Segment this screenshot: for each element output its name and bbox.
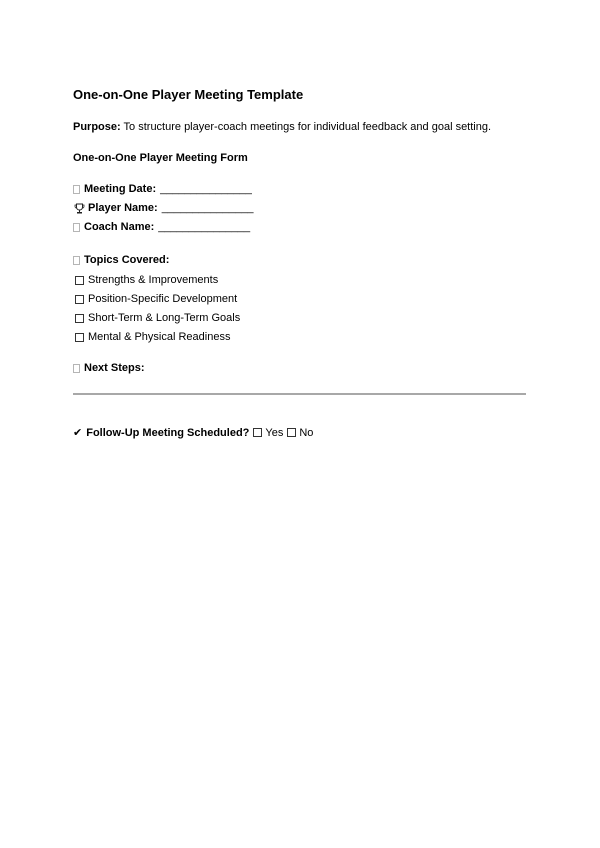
document-title: One-on-One Player Meeting Template [73,87,304,102]
topic-label: Position-Specific Development [88,293,238,305]
follow-up-line [73,426,313,439]
meeting-date-label: Meeting Date: [84,183,157,195]
checkmark-icon: ✔ [73,427,83,439]
coach-name-field [73,221,250,233]
next-steps [73,362,145,374]
topics-heading-label: Topics Covered: [84,254,170,266]
topic-checkbox[interactable] [75,333,84,342]
calendar-icon [73,185,80,194]
topic-checkbox[interactable] [75,295,84,304]
purpose-line [73,121,491,133]
no-label: No [299,426,314,439]
topic-checkbox[interactable] [75,314,84,323]
topic-item[interactable] [73,293,237,305]
topic-label: Mental & Physical Readiness [88,331,231,343]
form-heading: One-on-One Player Meeting Form [73,152,248,164]
next-steps-label: Next Steps: [84,362,145,374]
divider [73,393,526,395]
follow-up-label: Follow-Up Meeting Scheduled? [86,426,250,439]
player-name-label: Player Name: [88,202,158,214]
topic-item[interactable] [73,331,230,343]
coach-name-blank[interactable]: _______________ [158,221,251,233]
meeting-date-field [73,183,252,195]
arrow-icon [73,364,80,373]
purpose-label: Purpose: [73,121,121,133]
coach-name-label: Coach Name: [84,221,155,233]
yes-label: Yes [265,426,284,439]
no-checkbox[interactable] [287,428,296,437]
topic-label: Strengths & Improvements [88,274,219,286]
trophy-icon [74,203,85,214]
topic-item[interactable] [73,312,240,324]
clipboard-icon [73,256,80,265]
purpose-text: To structure player-coach meetings for individual feedback and goal setting. [123,121,492,133]
player-name-blank[interactable]: _______________ [161,202,254,214]
topic-checkbox[interactable] [75,276,84,285]
topic-label: Short-Term & Long-Term Goals [88,312,241,324]
meeting-date-blank[interactable]: _______________ [160,183,252,195]
yes-checkbox[interactable] [253,428,262,437]
player-name-field [73,202,253,214]
whistle-icon [73,223,80,232]
topics-heading [73,254,169,266]
topic-item[interactable] [73,274,218,286]
